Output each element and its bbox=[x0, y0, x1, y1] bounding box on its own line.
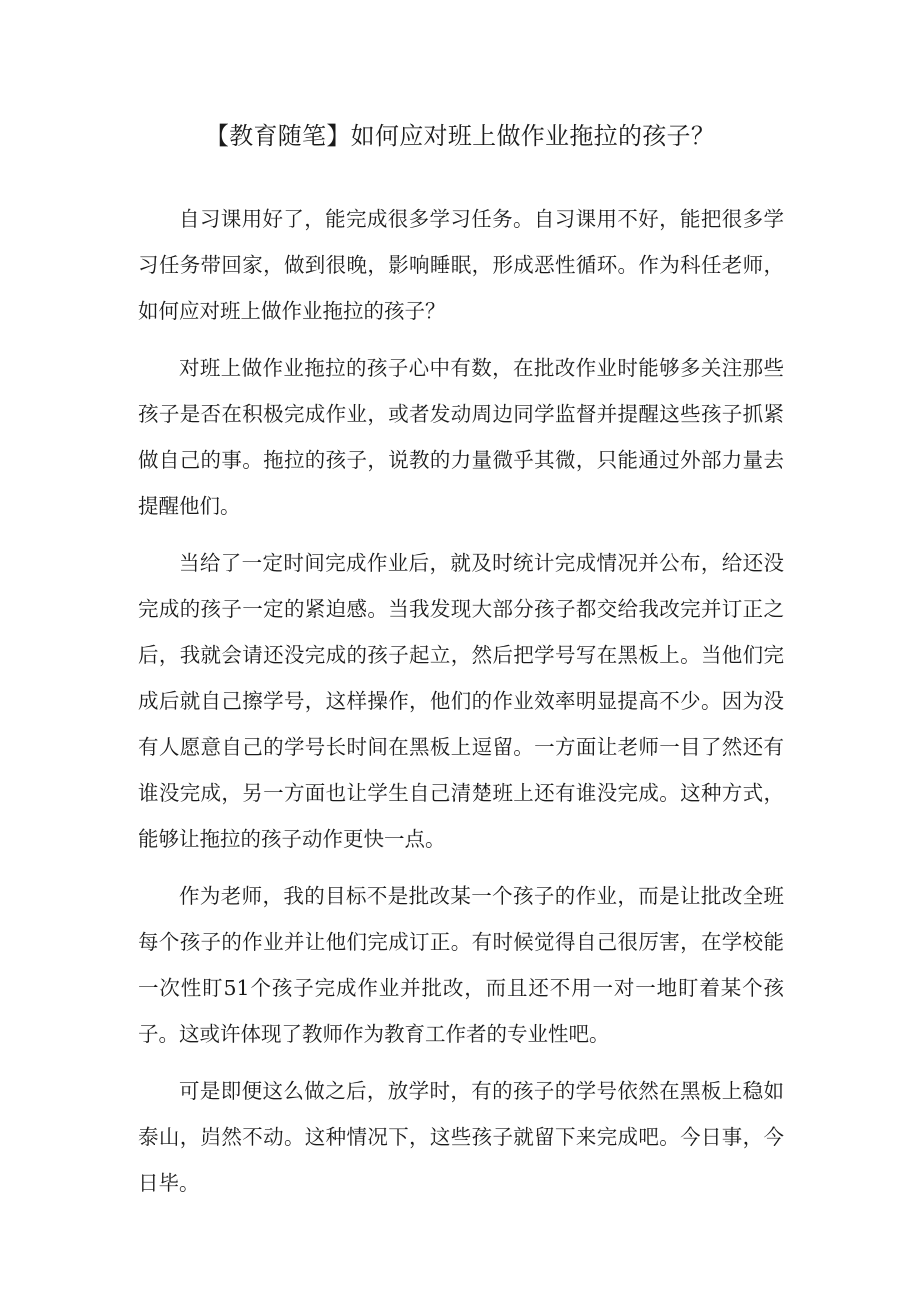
document-title: 【教育随笔】如何应对班上做作业拖拉的孩子？ bbox=[204, 122, 716, 150]
paragraph-1: 自习课用好了，能完成很多学习任务。自习课用不好，能把很多学习任务带回家，做到很晚，影响睡眠，形成恶性循环。作为科任老师，如何应对班上做作业拖拉的孩子？ bbox=[138, 207, 784, 323]
paragraph-3: 当给了一定时间完成作业后，就及时统计完成情况并公布，给还没完成的孩子一定的紧迫感。当我发现大部分孩子都交给我改完并订正之后，我就会请还没完成的孩子起立，然后把学号写在黑板上。当他们完成后就自己擦学号，这样操作，他们的作业效率明显提高不少。因为没有人愿意自己的学号长时间在黑板上逗留。一方面让老师一目了然还有谁没完成，另一方面也让学生自己清楚班上还有谁没完成。这种方式，能够让拖拉的孩子动作更快一点。 bbox=[138, 551, 784, 851]
paragraph-5: 可是即便这么做之后，放学时，有的孩子的学号依然在黑板上稳如泰山，岿然不动。这种情况下，这些孩子就留下来完成吧。今日事，今日毕。 bbox=[138, 1079, 784, 1195]
document-body bbox=[138, 196, 784, 1217]
paragraph-4: 作为老师，我的目标不是批改某一个孩子的作业，而是让批改全班每个孩子的作业并让他们完成订正。有时候觉得自己很厉害，在学校能一次性盯51个孩子完成作业并批改，而且还不用一对一地盯着某个孩子。这或许体现了教师作为教育工作者的专业性吧。 bbox=[138, 884, 784, 1046]
paragraph-2: 对班上做作业拖拉的孩子心中有数，在批改作业时能够多关注那些孩子是否在积极完成作业，或者发动周边同学监督并提醒这些孩子抓紧做自己的事。拖拉的孩子，说教的力量微乎其微，只能通过外部力量去提醒他们。 bbox=[138, 356, 784, 518]
